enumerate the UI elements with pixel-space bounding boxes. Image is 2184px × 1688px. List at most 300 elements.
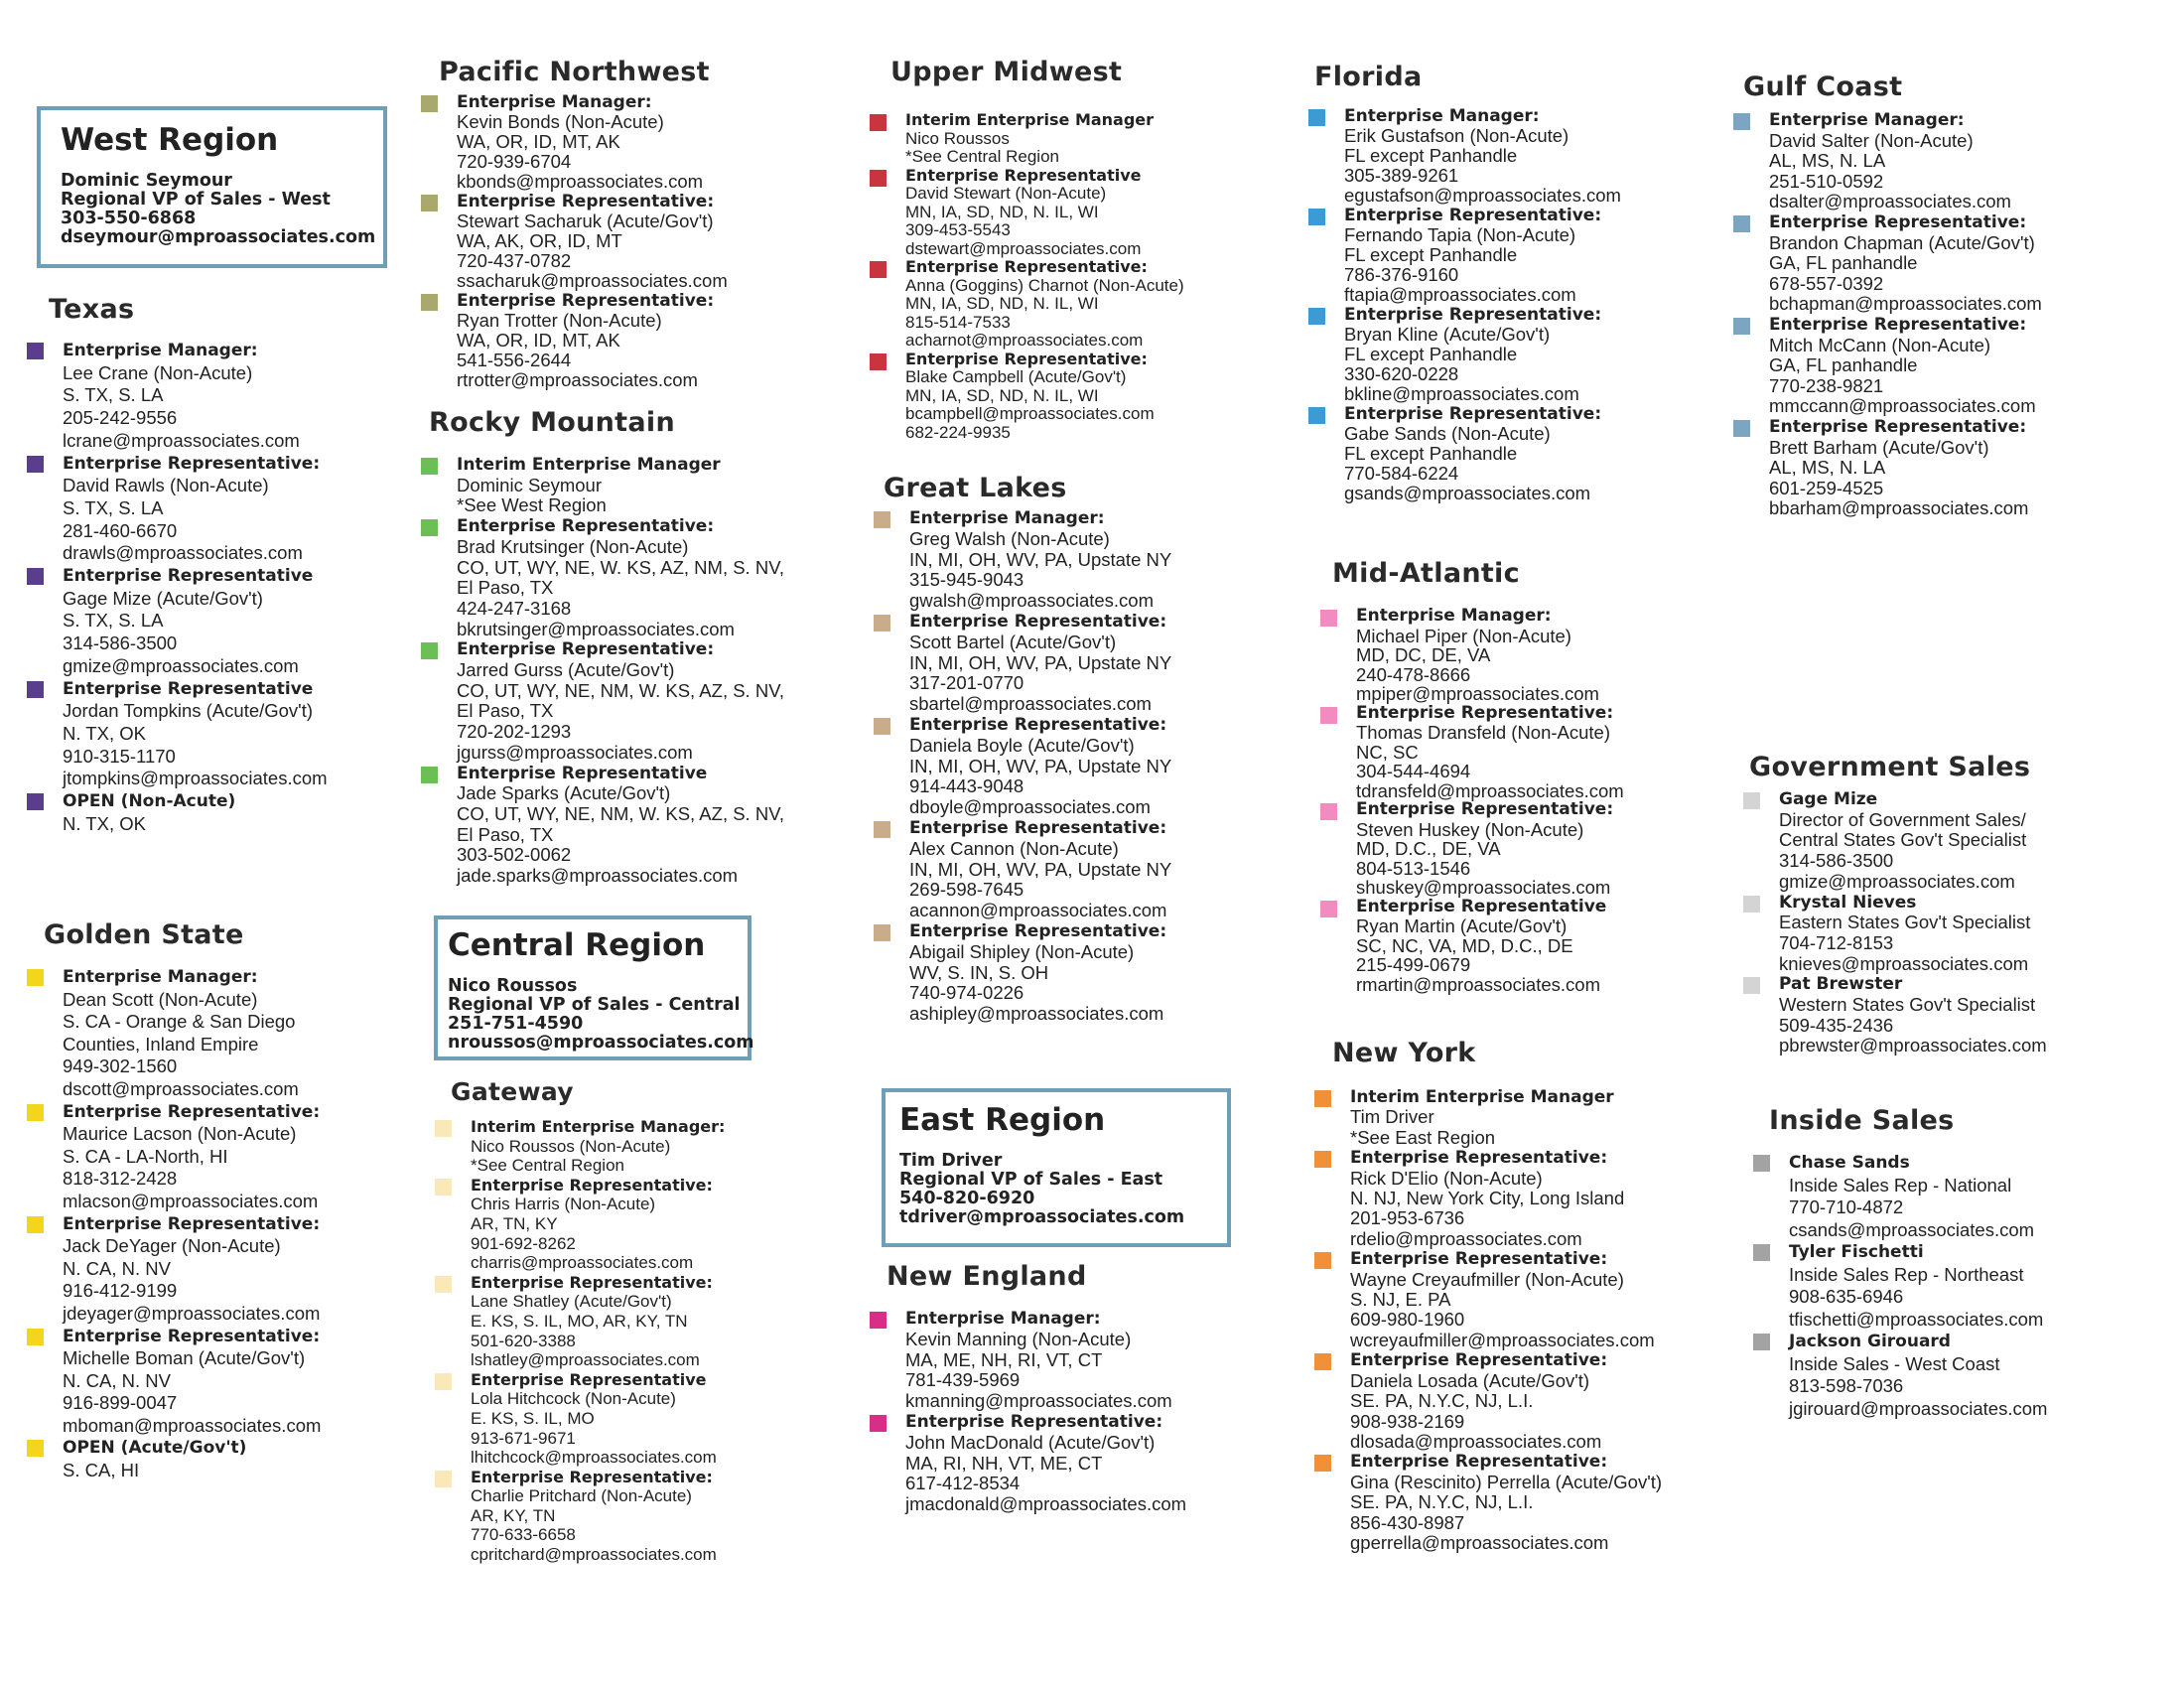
contact-entry — [421, 291, 728, 390]
contact-detail: Jarred Gurss (Acute/Gov't) — [457, 659, 675, 681]
contact-email[interactable]: tfischetti@mproassociates.com — [1789, 1308, 2044, 1330]
contact-detail: 240-478-8666 — [1356, 663, 1471, 685]
contact-detail: 856-430-8987 — [1350, 1511, 1465, 1533]
contact-entry — [1314, 1087, 1662, 1148]
contact-entry — [870, 258, 1184, 351]
contact-detail: 281-460-6670 — [63, 519, 178, 541]
vp-email[interactable]: nroussos@mproassociates.com — [448, 1033, 754, 1053]
contact-detail: 901-692-8262 — [471, 1233, 576, 1253]
contact-email[interactable]: acharnot@mproassociates.com — [905, 331, 1144, 350]
contact-detail: Thomas Dransfeld (Non-Acute) — [1356, 722, 1611, 743]
contact-email[interactable]: jtompkins@mproassociates.com — [63, 768, 328, 789]
contact-role: Enterprise Representative — [1356, 896, 1607, 916]
contact-detail: GA, FL panhandle — [1769, 252, 1918, 274]
contact-email[interactable]: ftapia@mproassociates.com — [1344, 284, 1576, 305]
contact-detail: Bryan Kline (Acute/Gov't) — [1344, 324, 1551, 345]
contact-detail: 601-259-4525 — [1769, 477, 1884, 498]
region-color-marker — [27, 681, 44, 698]
contact-role: Enterprise Representative: — [909, 611, 1167, 632]
region-color-marker — [1733, 420, 1750, 437]
contact-email[interactable]: dscott@mproassociates.com — [63, 1077, 299, 1099]
contact-detail: NC, SC — [1356, 741, 1419, 763]
contact-email[interactable]: csands@mproassociates.com — [1789, 1218, 2035, 1240]
contact-entry — [27, 340, 328, 453]
region-color-marker — [27, 1216, 44, 1233]
contact-email[interactable]: mboman@mproassociates.com — [63, 1414, 322, 1436]
vp-email[interactable]: tdriver@mproassociates.com — [899, 1207, 1185, 1227]
contact-email[interactable]: jdeyager@mproassociates.com — [63, 1302, 321, 1324]
section-title-great-lakes: Great Lakes — [884, 473, 1067, 503]
west-region-box — [37, 106, 387, 268]
region-color-marker — [870, 1415, 887, 1432]
contact-detail: MN, IA, SD, ND, N. IL, WI — [905, 202, 1099, 221]
contact-role: Enterprise Representative: — [1344, 404, 1602, 424]
contact-entry — [870, 167, 1184, 259]
region-color-marker — [421, 458, 438, 475]
contact-email[interactable]: jgurss@mproassociates.com — [457, 741, 693, 763]
contact-email[interactable]: shuskey@mproassociates.com — [1356, 877, 1611, 898]
region-color-marker — [870, 170, 887, 187]
contact-role: Enterprise Representative: — [1356, 702, 1614, 723]
contact-detail: 781-439-5969 — [905, 1369, 1021, 1391]
contact-entry — [1753, 1241, 2047, 1331]
contact-email[interactable]: jade.sparks@mproassociates.com — [457, 865, 739, 887]
contact-detail: Daniela Losada (Acute/Gov't) — [1350, 1369, 1590, 1391]
contact-role: Interim Enterprise Manager — [457, 455, 721, 475]
contact-detail: Gina (Rescinito) Perrella (Acute/Gov't) — [1350, 1471, 1663, 1492]
contact-detail: Inside Sales Rep - National — [1789, 1174, 2012, 1196]
contact-detail: WA, OR, ID, MT, AK — [457, 330, 620, 351]
contact-detail: 682-224-9935 — [905, 422, 1011, 442]
contact-email[interactable]: dsalter@mproassociates.com — [1769, 191, 2011, 212]
contact-role: Enterprise Manager: — [1769, 110, 1965, 130]
contact-detail: Michelle Boman (Acute/Gov't) — [63, 1347, 306, 1369]
contact-detail: Central States Gov't Specialist — [1779, 829, 2027, 851]
contact-role: Enterprise Manager: — [909, 508, 1105, 528]
east-region-box — [882, 1088, 1231, 1247]
contact-detail: FL except Panhandle — [1344, 145, 1518, 166]
contact-detail: 315-945-9043 — [909, 569, 1024, 591]
contact-email[interactable]: tdransfeld@mproassociates.com — [1356, 779, 1624, 801]
contact-detail: FL except Panhandle — [1344, 443, 1518, 464]
contact-email[interactable]: bchapman@mproassociates.com — [1769, 293, 2042, 315]
contact-detail: AR, TN, KY — [471, 1213, 558, 1233]
contact-detail: 818-312-2428 — [63, 1168, 178, 1190]
contact-email[interactable]: ashipley@mproassociates.com — [909, 1003, 1164, 1025]
vp-role: Regional VP of Sales - Central — [448, 995, 741, 1015]
contact-detail: 949-302-1560 — [63, 1055, 178, 1077]
contact-entry — [1743, 789, 2047, 893]
contact-entry — [421, 455, 784, 516]
contact-detail: Director of Government Sales/ — [1779, 808, 2026, 830]
region-color-marker — [874, 615, 890, 632]
contact-detail: Counties, Inland Empire — [63, 1033, 259, 1055]
contact-detail: MN, IA, SD, ND, N. IL, WI — [905, 294, 1099, 313]
contact-role: Enterprise Manager: — [63, 967, 258, 987]
contact-entry — [874, 508, 1171, 612]
contact-detail: 804-513-1546 — [1356, 857, 1471, 879]
region-color-marker — [870, 1312, 887, 1329]
contact-detail: 720-437-0782 — [457, 250, 572, 271]
contact-entry — [27, 1437, 321, 1481]
contact-detail: Charlie Pritchard (Non-Acute) — [471, 1486, 692, 1506]
contact-email[interactable]: lshatley@mproassociates.com — [471, 1350, 700, 1370]
contact-role: Enterprise Representative: — [471, 1272, 713, 1292]
section-mid-atlantic — [1320, 607, 1624, 994]
region-color-marker — [1308, 209, 1325, 225]
region-color-marker — [27, 1329, 44, 1345]
contact-detail: 424-247-3168 — [457, 597, 572, 619]
contact-role: Enterprise Representative: — [1350, 1350, 1608, 1371]
section-inside-sales — [1753, 1152, 2047, 1420]
contact-email[interactable]: kmanning@mproassociates.com — [905, 1390, 1172, 1412]
section-title-florida: Florida — [1314, 62, 1423, 92]
contact-role: Enterprise Representative: — [1350, 1249, 1608, 1270]
contact-detail: *See Central Region — [471, 1156, 624, 1176]
contact-role: Enterprise Representative: — [1769, 416, 2027, 437]
region-color-marker — [1753, 1244, 1770, 1261]
contact-detail: Nico Roussos (Non-Acute) — [471, 1136, 671, 1156]
contact-role: Enterprise Representative: — [905, 257, 1148, 276]
region-color-marker — [1320, 803, 1337, 820]
section-great-lakes — [874, 508, 1171, 1025]
region-color-marker — [27, 1104, 44, 1121]
vp-role: Regional VP of Sales - East — [899, 1170, 1163, 1190]
contact-role: Enterprise Representative: — [457, 639, 715, 660]
contact-role: Gage Mize — [1779, 789, 1878, 809]
contact-detail: S. TX, S. LA — [63, 496, 164, 518]
contact-entry — [870, 111, 1184, 167]
contact-detail: David Stewart (Non-Acute) — [905, 184, 1107, 203]
contact-role: Enterprise Representative: — [1356, 799, 1614, 819]
contact-entry — [27, 1326, 321, 1438]
region-color-marker — [421, 519, 438, 536]
contact-detail: 770-710-4872 — [1789, 1196, 1904, 1217]
contact-entry — [874, 921, 1171, 1025]
contact-detail: Maurice Lacson (Non-Acute) — [63, 1123, 297, 1145]
contact-entry — [435, 1468, 725, 1565]
contact-email[interactable]: bbarham@mproassociates.com — [1769, 497, 2029, 519]
contact-email[interactable]: pbrewster@mproassociates.com — [1779, 1035, 2047, 1056]
region-color-marker — [1314, 1353, 1331, 1370]
region-color-marker — [1733, 318, 1750, 335]
contact-role: Enterprise Representative: — [457, 192, 715, 211]
contact-role: Enterprise Representative: — [905, 1411, 1163, 1432]
region-color-marker — [1320, 901, 1337, 917]
contact-detail: *See Central Region — [905, 147, 1059, 166]
contact-email[interactable]: mmccann@mproassociates.com — [1769, 395, 2036, 417]
contact-detail: Jordan Tompkins (Acute/Gov't) — [63, 700, 314, 722]
vp-box-title: East Region — [899, 1102, 1106, 1138]
contact-role: Enterprise Manager: — [905, 1309, 1101, 1329]
contact-entry — [435, 1273, 725, 1370]
section-title-inside-sales: Inside Sales — [1769, 1105, 1955, 1136]
contact-detail: Daniela Boyle (Acute/Gov't) — [909, 734, 1135, 756]
contact-email[interactable]: bcampbell@mproassociates.com — [905, 404, 1155, 423]
contact-detail: Brett Barham (Acute/Gov't) — [1769, 436, 1989, 458]
contact-role: Enterprise Representative: — [457, 516, 715, 537]
contact-detail: 815-514-7533 — [905, 312, 1011, 332]
contact-email[interactable]: gsands@mproassociates.com — [1344, 483, 1591, 503]
contact-role: Enterprise Representative: — [63, 453, 321, 474]
contact-role: Enterprise Representative — [905, 165, 1142, 185]
contact-email[interactable]: jgirouard@mproassociates.com — [1789, 1397, 2048, 1419]
contact-detail: Fernando Tapia (Non-Acute) — [1344, 224, 1576, 245]
contact-entry — [1753, 1331, 2047, 1420]
contact-detail: CO, UT, WY, NE, W. KS, AZ, NM, S. NV, — [457, 556, 784, 578]
contact-detail: 205-242-9556 — [63, 407, 178, 429]
contact-detail: Brandon Chapman (Acute/Gov't) — [1769, 231, 2035, 253]
contact-detail: Scott Bartel (Acute/Gov't) — [909, 631, 1117, 652]
contact-detail: Inside Sales - West Coast — [1789, 1352, 2000, 1374]
contact-detail: 201-953-6736 — [1350, 1207, 1465, 1229]
region-color-marker — [27, 969, 44, 986]
contact-role: Interim Enterprise Manager — [1350, 1087, 1614, 1107]
contact-email[interactable]: cpritchard@mproassociates.com — [471, 1545, 717, 1565]
contact-detail: Gage Mize (Acute/Gov't) — [63, 587, 263, 609]
contact-detail: 251-510-0592 — [1769, 170, 1884, 192]
contact-role: Enterprise Representative — [63, 566, 314, 587]
contact-role: Enterprise Manager: — [457, 92, 652, 112]
contact-detail: Inside Sales Rep - Northeast — [1789, 1263, 2024, 1285]
section-title-new-york: New York — [1332, 1038, 1476, 1068]
region-color-marker — [1753, 1155, 1770, 1172]
contact-detail: Chris Harris (Non-Acute) — [471, 1195, 656, 1214]
region-color-marker — [27, 568, 44, 585]
contact-detail: MN, IA, SD, ND, N. IL, WI — [905, 385, 1099, 405]
contact-entry — [27, 453, 328, 566]
contact-detail: Tim Driver — [1350, 1106, 1434, 1128]
contact-detail: 215-499-0679 — [1356, 954, 1471, 975]
contact-entry — [1320, 607, 1624, 704]
contact-detail: E. KS, S. IL, MO, AR, KY, TN — [471, 1311, 688, 1331]
contact-detail: 309-453-5543 — [905, 220, 1011, 239]
contact-detail: 916-899-0047 — [63, 1392, 178, 1414]
contact-role: Enterprise Representative: — [63, 1101, 321, 1122]
vp-role: Regional VP of Sales - West — [61, 190, 331, 210]
contact-role: Jackson Girouard — [1789, 1332, 1951, 1351]
contact-detail: 541-556-2644 — [457, 350, 572, 370]
contact-detail: 913-671-9671 — [471, 1428, 576, 1448]
contact-email[interactable]: acannon@mproassociates.com — [909, 900, 1167, 921]
contact-detail: Dominic Seymour — [457, 474, 602, 495]
contact-entry — [1308, 206, 1621, 305]
contact-email[interactable]: lhitchcock@mproassociates.com — [471, 1448, 717, 1468]
contact-detail: 916-412-9199 — [63, 1280, 178, 1302]
region-color-marker — [1743, 792, 1760, 809]
contact-entry — [27, 565, 328, 678]
region-color-marker — [874, 511, 890, 528]
section-golden-state — [27, 966, 321, 1482]
contact-entry — [874, 818, 1171, 921]
contact-role: Interim Enterprise Manager: — [471, 1117, 726, 1136]
contact-detail: 304-544-4694 — [1356, 761, 1471, 781]
section-title-gateway: Gateway — [451, 1077, 574, 1106]
vp-phone: 540-820-6920 — [899, 1189, 1035, 1208]
contact-detail: WA, AK, OR, ID, MT — [457, 230, 622, 251]
section-title-new-england: New England — [887, 1261, 1087, 1292]
contact-email[interactable]: knieves@mproassociates.com — [1779, 952, 2029, 974]
vp-email[interactable]: dseymour@mproassociates.com — [61, 227, 376, 247]
contact-detail: AL, MS, N. LA — [1769, 457, 1886, 479]
contact-email[interactable]: wcreyaufmiller@mproassociates.com — [1350, 1329, 1655, 1350]
contact-detail: 678-557-0392 — [1769, 272, 1884, 294]
contact-role: Enterprise Representative: — [909, 817, 1167, 838]
contact-entry — [27, 1101, 321, 1213]
contact-detail: *See East Region — [1350, 1126, 1496, 1148]
contact-detail: 720-202-1293 — [457, 721, 572, 743]
contact-email[interactable]: dboyle@mproassociates.com — [909, 796, 1151, 818]
region-color-marker — [435, 1373, 452, 1390]
contact-role: Krystal Nieves — [1779, 892, 1917, 913]
contact-detail: IN, MI, OH, WV, PA, Upstate NY — [909, 858, 1172, 880]
contact-email[interactable]: gmize@mproassociates.com — [63, 654, 299, 676]
contact-detail: IN, MI, OH, WV, PA, Upstate NY — [909, 651, 1172, 673]
contact-detail: MD, D.C., DE, VA — [1356, 838, 1501, 859]
section-gateway — [435, 1117, 725, 1565]
contact-email[interactable]: bkline@mproassociates.com — [1344, 383, 1579, 404]
contact-role: Enterprise Representative: — [1350, 1148, 1608, 1169]
contact-role: Enterprise Representative: — [63, 1326, 321, 1346]
contact-detail: N. CA, N. NV — [63, 1369, 171, 1391]
region-color-marker — [1308, 308, 1325, 325]
contact-entry — [1753, 1152, 2047, 1241]
contact-email[interactable]: ssacharuk@mproassociates.com — [457, 270, 728, 291]
section-florida — [1308, 106, 1621, 503]
contact-email[interactable]: sbartel@mproassociates.com — [909, 693, 1152, 715]
contact-role: OPEN (Acute/Gov't) — [63, 1438, 247, 1459]
contact-entry — [870, 351, 1184, 443]
contact-entry — [27, 678, 328, 791]
section-title-gulf-coast: Gulf Coast — [1743, 71, 1903, 102]
contact-detail: Kevin Bonds (Non-Acute) — [457, 111, 664, 132]
contact-detail: Mitch McCann (Non-Acute) — [1769, 334, 1991, 355]
contact-detail: Steven Huskey (Non-Acute) — [1356, 818, 1584, 840]
contact-entry — [1733, 417, 2042, 519]
contact-detail: AR, KY, TN — [471, 1505, 556, 1525]
vp-box-title: Central Region — [448, 927, 706, 963]
contact-role: Chase Sands — [1789, 1153, 1910, 1173]
contact-detail: David Salter (Non-Acute) — [1769, 129, 1974, 151]
vp-name: Tim Driver — [899, 1151, 1003, 1171]
contact-detail: N. TX, OK — [63, 722, 146, 744]
contact-role: Enterprise Manager: — [1356, 606, 1552, 626]
contact-detail: 314-586-3500 — [63, 633, 178, 654]
contact-detail: IN, MI, OH, WV, PA, Upstate NY — [909, 548, 1172, 570]
contact-email[interactable]: rtrotter@mproassociates.com — [457, 369, 698, 390]
region-color-marker — [435, 1120, 452, 1137]
contact-detail: 305-389-9261 — [1344, 165, 1459, 186]
section-new-england — [870, 1309, 1186, 1515]
contact-detail: Lane Shatley (Acute/Gov't) — [471, 1292, 672, 1312]
contact-email[interactable]: mlacson@mproassociates.com — [63, 1190, 319, 1211]
region-color-marker — [874, 924, 890, 941]
region-color-marker — [1308, 407, 1325, 424]
contact-detail: Jack DeYager (Non-Acute) — [63, 1235, 281, 1257]
vp-name: Nico Roussos — [448, 976, 578, 996]
contact-email[interactable]: kbonds@mproassociates.com — [457, 171, 704, 192]
region-color-marker — [435, 1471, 452, 1487]
contact-detail: FL except Panhandle — [1344, 344, 1518, 364]
contact-entry — [1320, 800, 1624, 898]
region-color-marker — [1314, 1090, 1331, 1107]
contact-entry — [27, 966, 321, 1101]
section-texas — [27, 340, 328, 835]
contact-role: Enterprise Representative: — [457, 291, 715, 311]
contact-detail: S. NJ, E. PA — [1350, 1289, 1451, 1311]
contact-email[interactable]: drawls@mproassociates.com — [63, 542, 303, 564]
region-color-marker — [1320, 610, 1337, 627]
contact-email[interactable]: dlosada@mproassociates.com — [1350, 1430, 1602, 1452]
vp-phone: 303-550-6868 — [61, 209, 197, 228]
region-color-marker — [1314, 1252, 1331, 1269]
contact-entry — [1314, 1452, 1662, 1553]
region-color-marker — [1753, 1334, 1770, 1350]
contact-detail: 720-939-6704 — [457, 151, 572, 172]
section-title-golden-state: Golden State — [44, 919, 244, 950]
contact-detail: FL except Panhandle — [1344, 244, 1518, 265]
contact-detail: Lola Hitchcock (Non-Acute) — [471, 1389, 676, 1409]
contact-detail: GA, FL panhandle — [1769, 354, 1918, 376]
contact-detail: 303-502-0062 — [457, 844, 572, 866]
contact-email[interactable]: rdelio@mproassociates.com — [1350, 1227, 1582, 1249]
contact-entry — [1320, 898, 1624, 995]
contact-detail: AL, MS, N. LA — [1769, 150, 1886, 172]
section-title-government-sales: Government Sales — [1749, 752, 2031, 782]
region-color-marker — [27, 456, 44, 473]
contact-detail: 617-412-8534 — [905, 1473, 1021, 1494]
contact-detail: MA, ME, NH, RI, VT, CT — [905, 1348, 1103, 1370]
contact-detail: 704-712-8153 — [1779, 931, 1894, 953]
contact-email[interactable]: egustafson@mproassociates.com — [1344, 185, 1621, 206]
contact-detail: Rick D'Elio (Non-Acute) — [1350, 1167, 1543, 1189]
region-color-marker — [421, 767, 438, 783]
contact-role: Enterprise Representative: — [909, 714, 1167, 735]
contact-entry — [435, 1176, 725, 1273]
contact-email[interactable]: dstewart@mproassociates.com — [905, 238, 1142, 258]
contact-entry — [421, 516, 784, 639]
contact-email[interactable]: rmartin@mproassociates.com — [1356, 973, 1600, 995]
contact-email[interactable]: jmacdonald@mproassociates.com — [905, 1493, 1187, 1515]
contact-role: Enterprise Representative: — [471, 1175, 713, 1195]
contact-email[interactable]: gmize@mproassociates.com — [1779, 870, 2015, 892]
contact-detail: Abigail Shipley (Non-Acute) — [909, 940, 1135, 962]
contact-entry — [27, 790, 328, 835]
contact-detail: 740-974-0226 — [909, 982, 1024, 1004]
contact-email[interactable]: gperrella@mproassociates.com — [1350, 1531, 1609, 1553]
contact-entry — [1733, 110, 2042, 212]
section-title-mid-atlantic: Mid-Atlantic — [1332, 558, 1520, 589]
contact-role: Tyler Fischetti — [1789, 1242, 1924, 1262]
region-color-marker — [874, 718, 890, 735]
central-region-box — [434, 915, 754, 1060]
contact-email[interactable]: charris@mproassociates.com — [471, 1253, 694, 1273]
region-color-marker — [1733, 215, 1750, 232]
contact-email[interactable]: lcrane@mproassociates.com — [63, 429, 300, 451]
region-color-marker — [1743, 977, 1760, 994]
region-color-marker — [874, 821, 890, 838]
contact-entry — [874, 715, 1171, 818]
contact-entry — [27, 1213, 321, 1326]
region-color-marker — [1314, 1151, 1331, 1168]
contact-email[interactable]: gwalsh@mproassociates.com — [909, 590, 1155, 612]
contact-detail: David Rawls (Non-Acute) — [63, 475, 269, 496]
contact-detail: 910-315-1170 — [63, 745, 176, 767]
region-color-marker — [27, 343, 44, 359]
contact-email[interactable]: mpiper@mproassociates.com — [1356, 683, 1599, 704]
contact-email[interactable]: bkrutsinger@mproassociates.com — [457, 618, 735, 639]
contact-detail: N. TX, OK — [63, 812, 146, 834]
